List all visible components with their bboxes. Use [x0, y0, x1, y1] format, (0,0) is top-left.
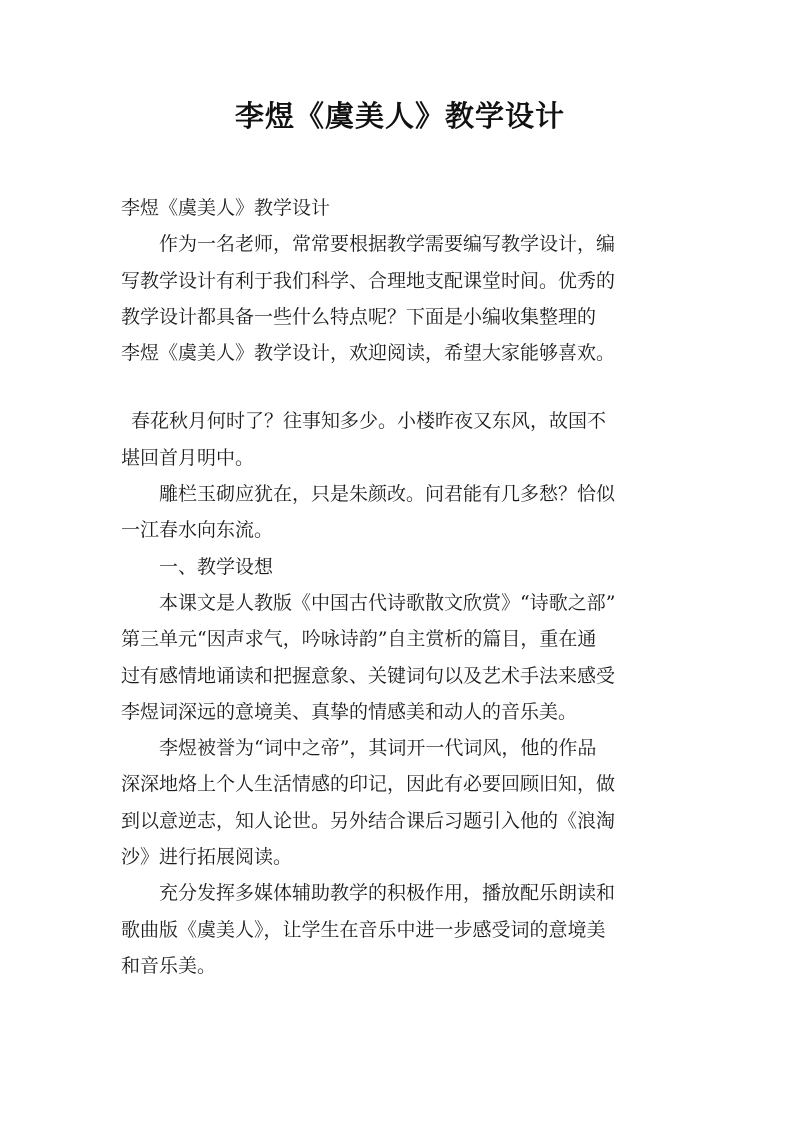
poem-line: 堪回首月明中。: [121, 446, 255, 469]
design-paragraph-line: 第三单元“因声求气，吟咏诗韵”自主赏析的篇目，重在通: [121, 628, 597, 651]
design-paragraph-line: 深深地烙上个人生活情感的印记，因此有必要回顾旧知，做: [121, 773, 616, 796]
design-paragraph-line: 沙》进行拓展阅读。: [121, 846, 293, 869]
design-paragraph-line: 过有感情地诵读和把握意象、关键词句以及艺术手法来感受: [121, 664, 616, 687]
document-body: [121, 190, 681, 984]
poem-line: 一江春水向东流。: [121, 519, 274, 542]
intro-paragraph-line: 李煜《虞美人》教学设计，欢迎阅读，希望大家能够喜欢。: [121, 342, 616, 365]
subtitle-line: 李煜《虞美人》教学设计: [121, 197, 331, 219]
design-paragraph-line: 歌曲版《虞美人》，让学生在音乐中进一步感受词的意境美: [121, 918, 606, 941]
document-title: 李煜《虞美人》教学设计: [234, 99, 565, 133]
design-paragraph-line: 李煜词深远的意境美、真挚的情感美和动人的音乐美。: [121, 700, 578, 723]
paragraph-gap: [121, 371, 681, 403]
design-paragraph-line: 和音乐美。: [121, 954, 217, 977]
poem-line: 雕栏玉砌应犹在，只是朱颜改。问君能有几多愁？恰似: [159, 483, 616, 506]
design-paragraph-line: 到以意逆志，知人论世。另外结合课后习题引入他的《浪淘: [121, 809, 616, 832]
poem-line: 春花秋月何时了？往事知多少。小楼昨夜又东风，故国不: [131, 410, 607, 433]
intro-paragraph-line: 作为一名老师，常常要根据教学需要编写教学设计，编: [159, 233, 616, 256]
intro-paragraph-line: 教学设计都具备一些什么特点呢？下面是小编收集整理的: [121, 305, 597, 328]
design-paragraph-line: 李煜被誉为“词中之帝”，其词开一代词风，他的作品: [159, 737, 597, 760]
intro-paragraph-line: 写教学设计有利于我们科学、合理地支配课堂时间。优秀的: [121, 269, 616, 292]
design-paragraph-line: 充分发挥多媒体辅助教学的积极作用，播放配乐朗读和: [159, 882, 616, 905]
design-paragraph-line: 本课文是人教版《中国古代诗歌散文欣赏》“诗歌之部”: [159, 591, 616, 614]
section-heading: 一、教学设想: [159, 555, 274, 578]
